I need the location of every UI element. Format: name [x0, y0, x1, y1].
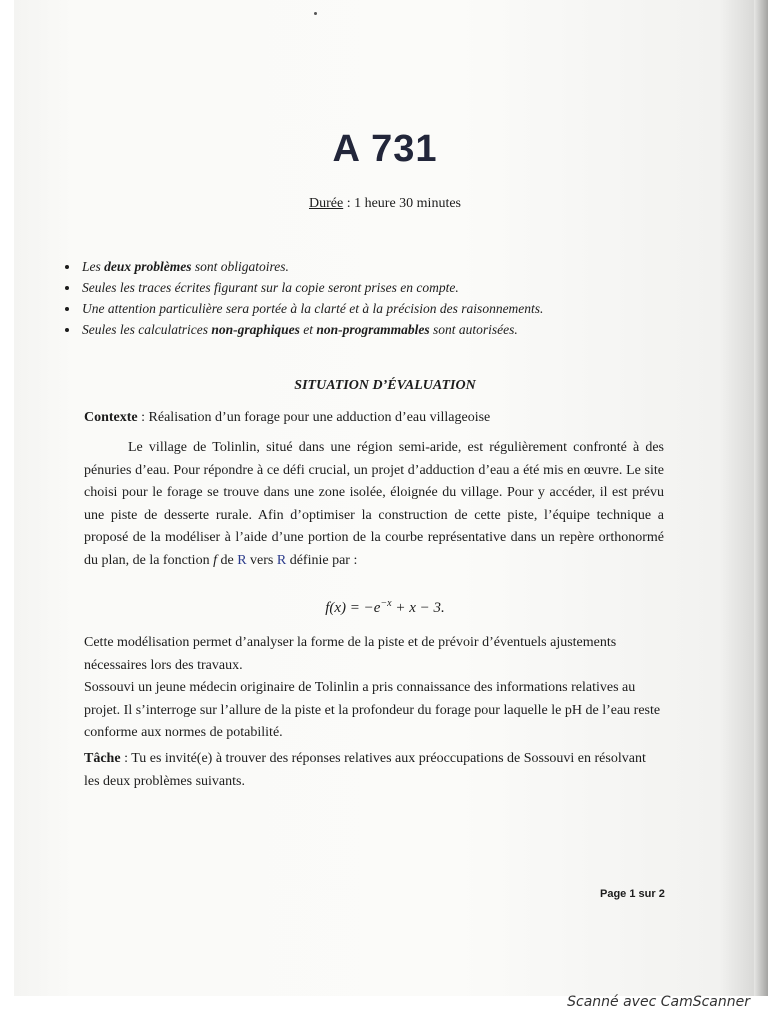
instruction-item: • Seules les calculatrices non-graphiques et non-programmables sont autorisées.	[80, 319, 680, 340]
duration-value: : 1 heure 30 minutes	[343, 196, 461, 211]
exam-duration	[14, 196, 756, 212]
real-numbers-symbol: R	[237, 552, 247, 568]
instructions-list	[62, 256, 680, 340]
modelling-paragraph: Cette modélisation permet d’analyser la forme de la piste et de prévoir d’éventuels ajustements nécessaires lors des travaux.	[84, 635, 617, 673]
context-paragraph: Le village de Tolinlin, situé dans une région semi-aride, est régulièrement confronté à des pénuries d’eau. Pour répondre à ce défi crucial, un projet d’adduction d’eau a été mis en œuvre. Le site choisi pour le forage se trouve dans une zone isolée, éloignée du village. Pour y accéder, il est prévu une piste de desserte rurale. Afin d’optimiser la construction de cette piste, l’équipe technique a proposé de la modéliser à l’aide d’une portion de la courbe représentative dans un repère orthonormé du plan, de la fonction f de R vers R définie par :	[84, 440, 664, 568]
instruction-item: • Une attention particulière sera portée à la clarté et à la précision des raisonnements.	[80, 298, 680, 319]
context-line	[84, 410, 490, 426]
character-paragraph: Sossouvi un jeune médecin originaire de Tolinlin a pris connaissance des informations relatives au projet. Il s’interroge sur l’allure de la piste et la profondeur du forage pour laquelle le pH de l’eau reste conforme aux normes de potabilité.	[84, 680, 661, 740]
instruction-item: • Seules les traces écrites figurant sur la copie seront prises en compte.	[80, 277, 680, 298]
duration-label: Durée	[308, 196, 344, 211]
exam-code-title: A 731	[332, 128, 438, 170]
formula-exponent: −x	[380, 598, 392, 609]
context-text: : Réalisation d’un forage pour une adduction d’eau villageoise	[137, 410, 491, 425]
scan-speck	[314, 12, 317, 15]
section-title: SITUATION D’ÉVALUATION	[294, 378, 476, 393]
page-number: Page 1 sur 2	[600, 888, 665, 900]
context-label: Contexte	[84, 410, 138, 425]
real-numbers-symbol: R	[276, 552, 287, 568]
instruction-item: • Les deux problèmes sont obligatoires.	[80, 256, 680, 277]
task-paragraph: Tâche : Tu es invité(e) à trouver des réponses relatives aux préoccupations de Sossouvi en résolvant les deux problèmes suivants.	[84, 751, 646, 789]
scanned-page	[14, 0, 756, 996]
task-label: Tâche	[84, 751, 121, 766]
page-edge-shadow	[754, 0, 768, 996]
function-formula: $f(x) = -e^{-x} + x - 3$.	[325, 598, 445, 616]
function-name: f	[213, 552, 217, 568]
camscanner-watermark: Scanné avec CamScanner	[567, 994, 750, 1010]
